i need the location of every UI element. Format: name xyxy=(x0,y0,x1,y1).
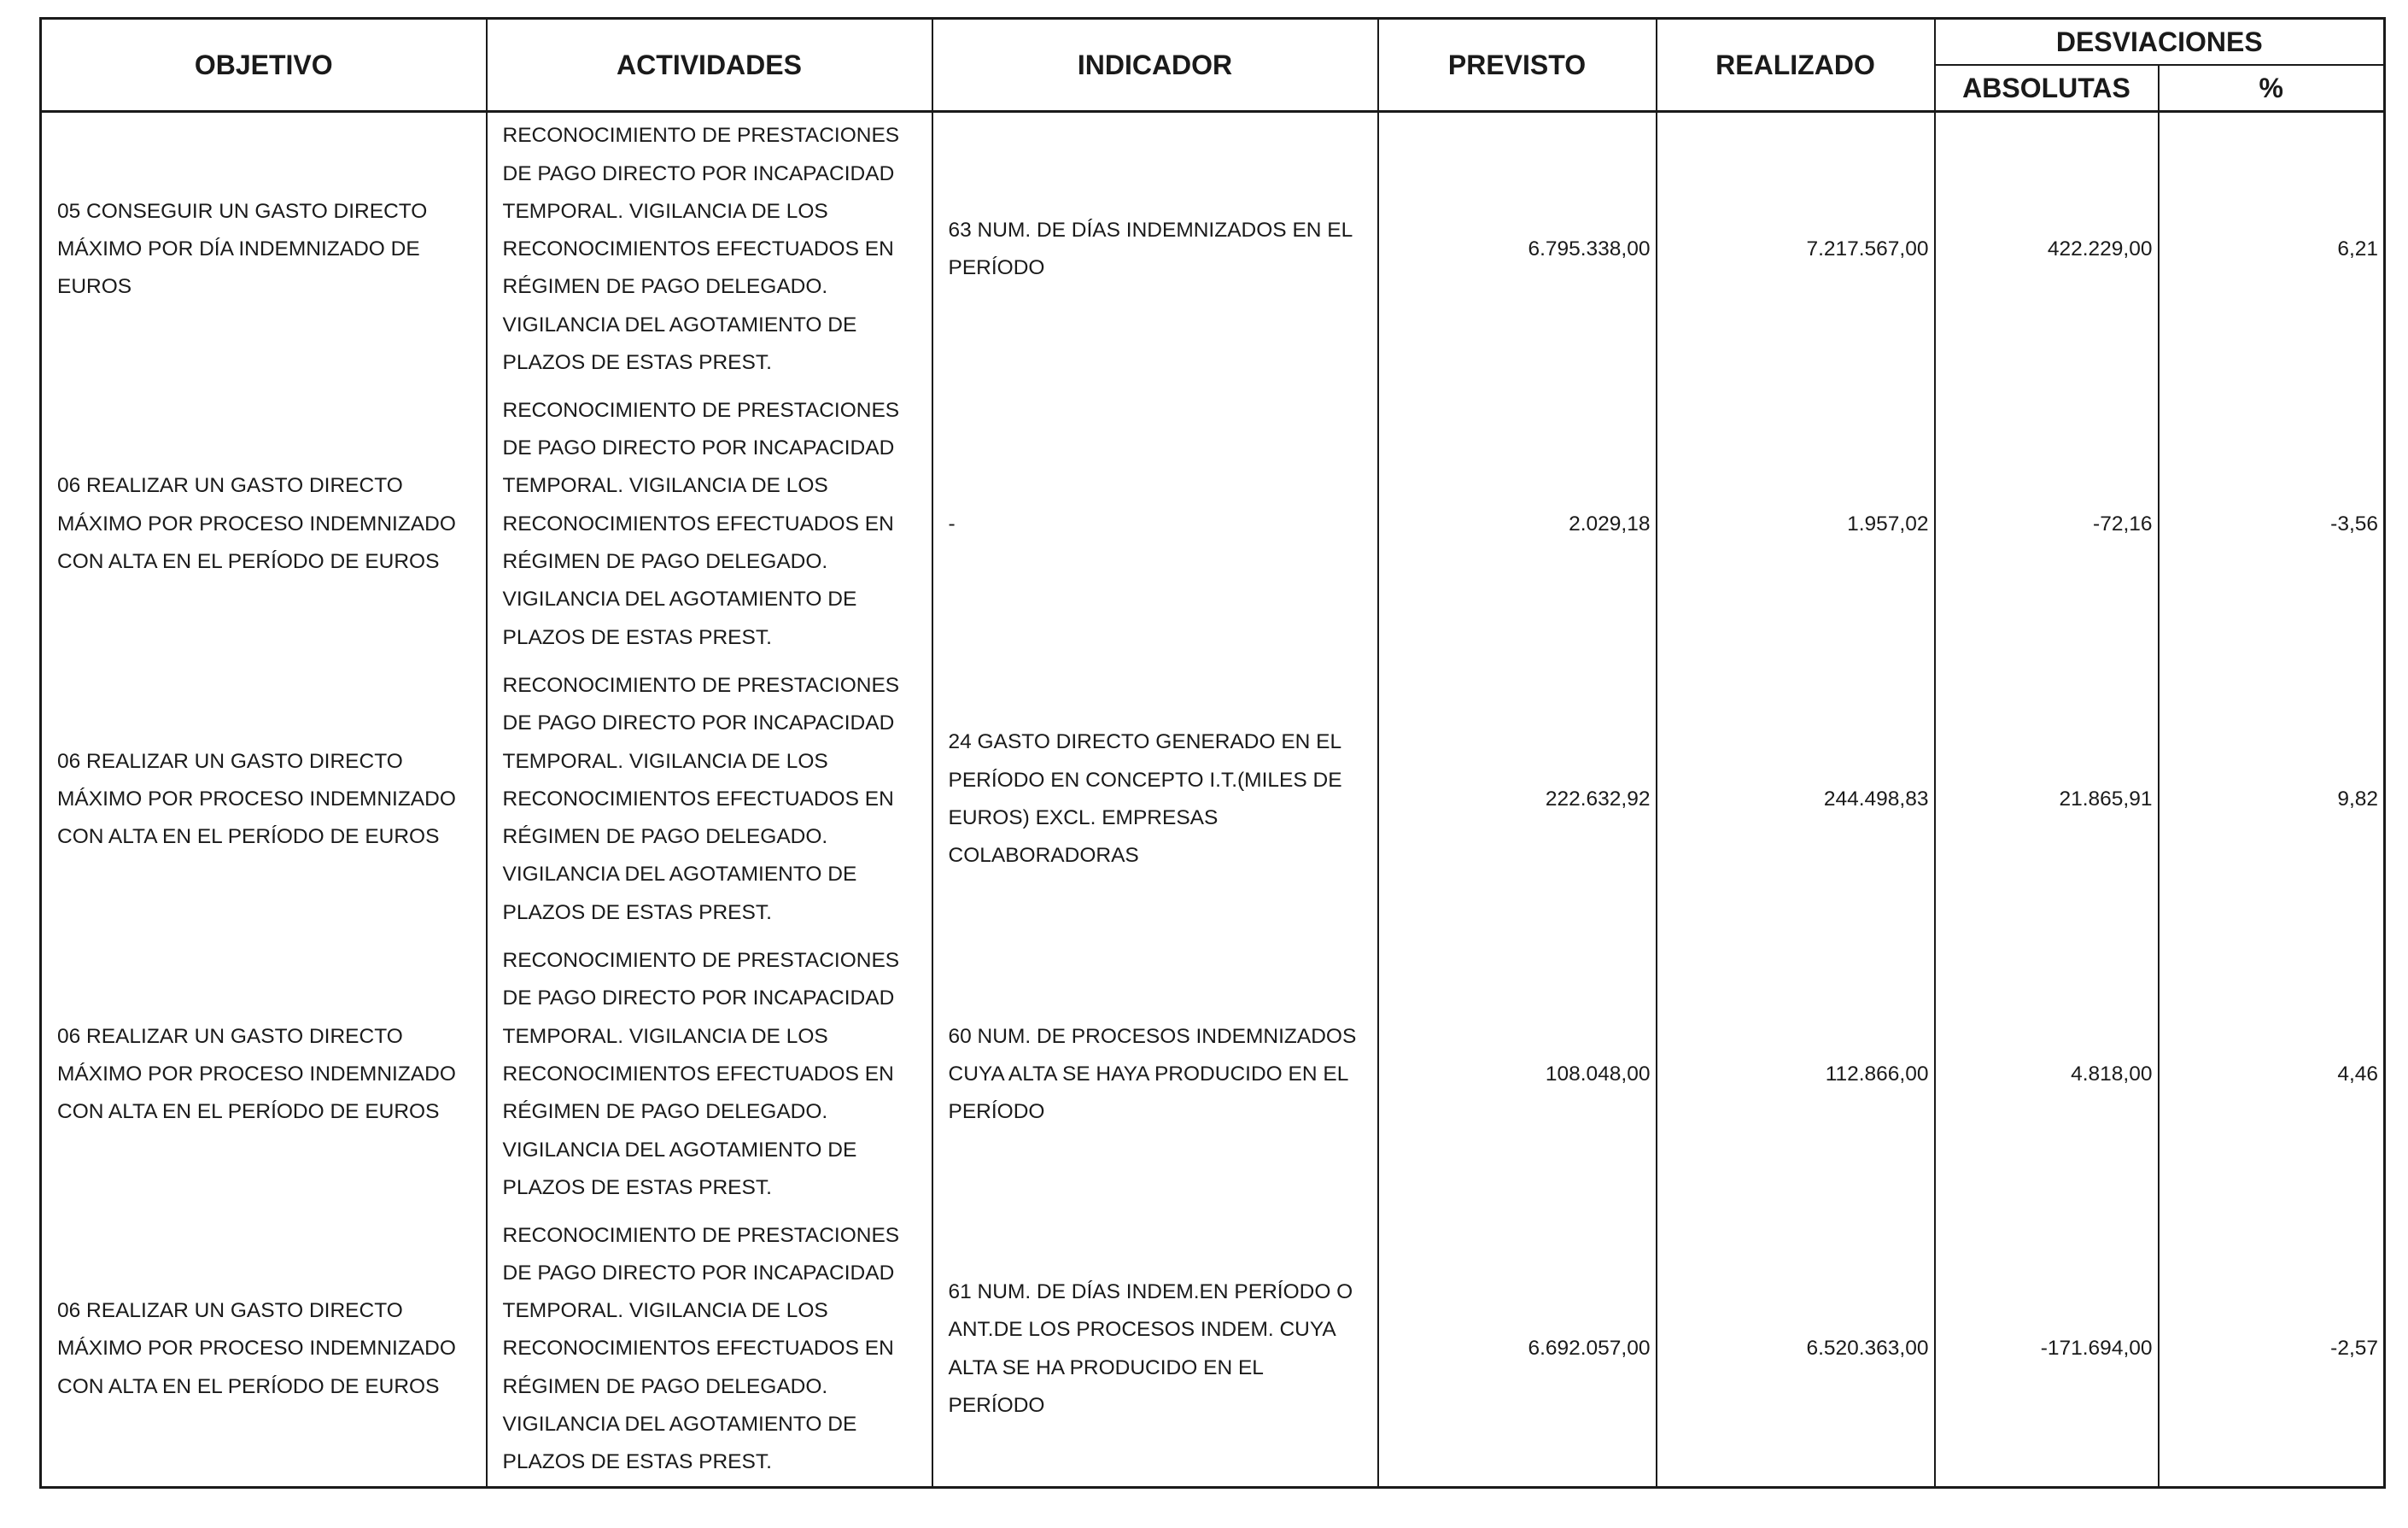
cell-indicador xyxy=(932,937,1378,1212)
cell-line: 05 CONSEGUIR UN GASTO DIRECTO xyxy=(57,199,428,223)
header-indicador: INDICADOR xyxy=(932,19,1378,112)
cell-line: VIGILANCIA DEL AGOTAMIENTO DE xyxy=(502,1138,857,1162)
cell-line: CON ALTA EN EL PERÍODO DE EUROS xyxy=(57,1374,440,1398)
cell-line: DE PAGO DIRECTO POR INCAPACIDAD xyxy=(502,711,895,735)
header-realizado: REALIZADO xyxy=(1657,19,1935,112)
cell-line: RÉGIMEN DE PAGO DELEGADO. xyxy=(502,275,828,299)
cell-line: DE PAGO DIRECTO POR INCAPACIDAD xyxy=(502,1261,895,1285)
cell-line: PERÍODO xyxy=(948,256,1045,280)
cell-line: VIGILANCIA DEL AGOTAMIENTO DE xyxy=(502,863,857,887)
cell-line: TEMPORAL. VIGILANCIA DE LOS xyxy=(502,1299,828,1323)
cell-actividades xyxy=(487,112,932,387)
cell-absolutas: 4.818,00 xyxy=(1935,937,2159,1212)
cell-previsto: 222.632,92 xyxy=(1378,662,1657,937)
cell-realizado: 7.217.567,00 xyxy=(1657,112,1935,387)
cell-absolutas: 21.865,91 xyxy=(1935,662,2159,937)
cell-absolutas: -171.694,00 xyxy=(1935,1212,2159,1487)
objectives-table xyxy=(39,17,2386,1489)
cell-line: RECONOCIMIENTO DE PRESTACIONES xyxy=(502,673,900,697)
cell-line: RECONOCIMIENTOS EFECTUADOS EN xyxy=(502,787,894,811)
cell-line: RECONOCIMIENTO DE PRESTACIONES xyxy=(502,124,900,148)
cell-line: DE PAGO DIRECTO POR INCAPACIDAD xyxy=(502,436,895,460)
cell-line: 24 GASTO DIRECTO GENERADO EN EL xyxy=(948,730,1342,754)
cell-objetivo xyxy=(41,1212,487,1487)
cell-line: RECONOCIMIENTO DE PRESTACIONES xyxy=(502,1223,900,1247)
cell-line: RECONOCIMIENTOS EFECTUADOS EN xyxy=(502,512,894,536)
header-objetivo: OBJETIVO xyxy=(41,19,487,112)
cell-line: RECONOCIMIENTOS EFECTUADOS EN xyxy=(502,1337,894,1361)
cell-line: TEMPORAL. VIGILANCIA DE LOS xyxy=(502,749,828,773)
cell-absolutas: -72,16 xyxy=(1935,387,2159,662)
cell-line: MÁXIMO POR PROCESO INDEMNIZADO xyxy=(57,787,456,811)
cell-line: DE PAGO DIRECTO POR INCAPACIDAD xyxy=(502,161,895,185)
cell-line: 06 REALIZAR UN GASTO DIRECTO xyxy=(57,1024,403,1048)
header-absolutas: ABSOLUTAS xyxy=(1935,65,2159,112)
cell-objetivo xyxy=(41,112,487,387)
table-row xyxy=(41,1212,2385,1487)
cell-line: 61 NUM. DE DÍAS INDEM.EN PERÍODO O xyxy=(948,1280,1353,1304)
cell-objetivo xyxy=(41,387,487,662)
cell-line: TEMPORAL. VIGILANCIA DE LOS xyxy=(502,474,828,498)
cell-line: CON ALTA EN EL PERÍODO DE EUROS xyxy=(57,549,440,573)
cell-line: PERÍODO EN CONCEPTO I.T.(MILES DE xyxy=(948,768,1342,792)
cell-line: PLAZOS DE ESTAS PREST. xyxy=(502,625,772,649)
cell-realizado: 112.866,00 xyxy=(1657,937,1935,1212)
cell-line: ALTA SE HA PRODUCIDO EN EL PERÍODO xyxy=(948,1355,1264,1417)
table-body xyxy=(41,112,2385,1488)
cell-line: MÁXIMO POR PROCESO INDEMNIZADO xyxy=(57,1063,456,1086)
cell-line: CUYA ALTA SE HAYA PRODUCIDO EN EL xyxy=(948,1063,1349,1086)
cell-line: MÁXIMO POR DÍA INDEMNIZADO DE xyxy=(57,237,420,261)
cell-realizado: 6.520.363,00 xyxy=(1657,1212,1935,1487)
cell-previsto: 6.795.338,00 xyxy=(1378,112,1657,387)
cell-objetivo xyxy=(41,662,487,937)
cell-porcentaje: 9,82 xyxy=(2159,662,2385,937)
cell-line: RECONOCIMIENTOS EFECTUADOS EN xyxy=(502,237,894,261)
cell-line: EUROS) EXCL. EMPRESAS xyxy=(948,805,1219,829)
cell-indicador xyxy=(932,1212,1378,1487)
cell-line: MÁXIMO POR PROCESO INDEMNIZADO xyxy=(57,512,456,536)
cell-absolutas: 422.229,00 xyxy=(1935,112,2159,387)
cell-line: VIGILANCIA DEL AGOTAMIENTO DE xyxy=(502,313,857,337)
cell-line: EUROS xyxy=(57,275,132,299)
cell-line: 63 NUM. DE DÍAS INDEMNIZADOS EN EL xyxy=(948,219,1353,243)
cell-line: PLAZOS DE ESTAS PREST. xyxy=(502,900,772,924)
cell-line: PLAZOS DE ESTAS PREST. xyxy=(502,1450,772,1474)
cell-line: RÉGIMEN DE PAGO DELEGADO. xyxy=(502,825,828,849)
cell-line: MÁXIMO POR PROCESO INDEMNIZADO xyxy=(57,1337,456,1361)
cell-realizado: 244.498,83 xyxy=(1657,662,1935,937)
header-porcentaje: % xyxy=(2159,65,2385,112)
cell-realizado: 1.957,02 xyxy=(1657,387,1935,662)
header-actividades: ACTIVIDADES xyxy=(487,19,932,112)
header-desviaciones: DESVIACIONES xyxy=(1935,19,2385,66)
cell-porcentaje: 6,21 xyxy=(2159,112,2385,387)
table-row xyxy=(41,112,2385,387)
cell-line: - xyxy=(948,512,956,536)
cell-line: RECONOCIMIENTOS EFECTUADOS EN xyxy=(502,1063,894,1086)
cell-actividades xyxy=(487,387,932,662)
cell-line: CON ALTA EN EL PERÍODO DE EUROS xyxy=(57,825,440,849)
cell-line: RÉGIMEN DE PAGO DELEGADO. xyxy=(502,1100,828,1124)
table-header xyxy=(41,19,2385,112)
cell-line: TEMPORAL. VIGILANCIA DE LOS xyxy=(502,1024,828,1048)
cell-line: PLAZOS DE ESTAS PREST. xyxy=(502,1175,772,1199)
cell-porcentaje: -3,56 xyxy=(2159,387,2385,662)
cell-line: COLABORADORAS xyxy=(948,844,1139,868)
cell-porcentaje: 4,46 xyxy=(2159,937,2385,1212)
cell-line: TEMPORAL. VIGILANCIA DE LOS xyxy=(502,199,828,223)
table-row xyxy=(41,937,2385,1212)
cell-line: RÉGIMEN DE PAGO DELEGADO. xyxy=(502,1374,828,1398)
cell-line: 06 REALIZAR UN GASTO DIRECTO xyxy=(57,474,403,498)
cell-line: DE PAGO DIRECTO POR INCAPACIDAD xyxy=(502,986,895,1010)
cell-line: 06 REALIZAR UN GASTO DIRECTO xyxy=(57,749,403,773)
cell-line: VIGILANCIA DEL AGOTAMIENTO DE xyxy=(502,1413,857,1437)
table-row xyxy=(41,387,2385,662)
cell-objetivo xyxy=(41,937,487,1212)
cell-actividades xyxy=(487,662,932,937)
cell-line: RÉGIMEN DE PAGO DELEGADO. xyxy=(502,549,828,573)
cell-line: VIGILANCIA DEL AGOTAMIENTO DE xyxy=(502,588,857,612)
cell-line: PERÍODO xyxy=(948,1100,1045,1124)
cell-line: RECONOCIMIENTO DE PRESTACIONES xyxy=(502,949,900,973)
cell-previsto: 2.029,18 xyxy=(1378,387,1657,662)
cell-line: 60 NUM. DE PROCESOS INDEMNIZADOS xyxy=(948,1024,1357,1048)
cell-line: ANT.DE LOS PROCESOS INDEM. CUYA xyxy=(948,1318,1336,1342)
cell-line: PLAZOS DE ESTAS PREST. xyxy=(502,351,772,375)
cell-indicador xyxy=(932,112,1378,387)
cell-actividades xyxy=(487,1212,932,1487)
cell-indicador xyxy=(932,387,1378,662)
cell-actividades xyxy=(487,937,932,1212)
cell-line: CON ALTA EN EL PERÍODO DE EUROS xyxy=(57,1100,440,1124)
cell-indicador xyxy=(932,662,1378,937)
cell-previsto: 6.692.057,00 xyxy=(1378,1212,1657,1487)
cell-porcentaje: -2,57 xyxy=(2159,1212,2385,1487)
header-previsto: PREVISTO xyxy=(1378,19,1657,112)
table-row xyxy=(41,662,2385,937)
cell-line: 06 REALIZAR UN GASTO DIRECTO xyxy=(57,1299,403,1323)
cell-line: RECONOCIMIENTO DE PRESTACIONES xyxy=(502,398,900,422)
cell-previsto: 108.048,00 xyxy=(1378,937,1657,1212)
